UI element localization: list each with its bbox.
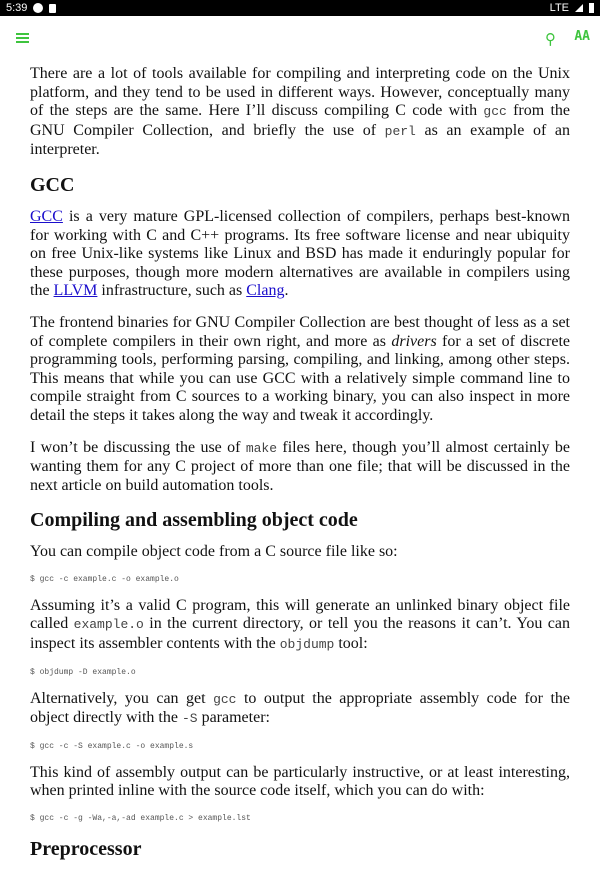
section-heading: Compiling and assembling object code bbox=[30, 509, 358, 532]
text: This kind of assembly output can be particularly instructive, or at least interesting, when printed inline with the source code itself, which you can do with: bbox=[30, 763, 570, 800]
status-bar bbox=[0, 0, 600, 16]
section-heading: GCC bbox=[30, 173, 75, 196]
inline-code: -S bbox=[181, 711, 198, 727]
search-icon[interactable]: ⚲ bbox=[545, 30, 556, 48]
toolbar bbox=[0, 16, 600, 60]
text: for a set of discrete programming tools, performing parsing, compiling, and linking, among other steps. This means that while you can use GCC with a relatively simple command line to compile straight from C sources to a working binary, you can also inspect in more detail the steps it takes along the way and tweak it accordingly. bbox=[30, 332, 570, 424]
paragraph bbox=[30, 764, 570, 801]
sd-card-icon bbox=[49, 4, 56, 13]
text: You can compile object code from a C source file like so: bbox=[30, 543, 398, 561]
signal-icon bbox=[575, 4, 583, 12]
clock: 5:39 bbox=[6, 2, 28, 14]
code-block: $ gcc -c -S example.c -o example.s bbox=[30, 741, 194, 751]
inline-code: gcc bbox=[483, 104, 507, 120]
link[interactable]: GCC bbox=[30, 207, 63, 225]
code-block: $ objdump -D example.o bbox=[30, 667, 136, 677]
paragraph bbox=[30, 597, 570, 655]
inline-code: make bbox=[245, 440, 278, 456]
text: is a very mature GPL-licensed collection of compilers, perhaps best-known for working with C and C++ programs. Its free software license and near ubiquity on free Unix-like systems like Linux and BSD has made it enduringly popular for these purposes, though more modern alternatives are available in compilers using the bbox=[30, 207, 570, 300]
inline-code: objdump bbox=[279, 637, 335, 653]
inline-code: gcc bbox=[213, 691, 237, 707]
code-block: $ gcc -c example.c -o example.o bbox=[30, 574, 179, 584]
text: parameter: bbox=[197, 709, 270, 727]
text: in the current directory, or tell you the reasons it can’t. You can inspect its assembler contents with the bbox=[30, 615, 570, 653]
paragraph bbox=[30, 690, 570, 729]
text: as an example of an interpreter. bbox=[30, 121, 570, 159]
emphasis: drivers bbox=[391, 332, 437, 350]
text: tool: bbox=[334, 635, 368, 653]
text: infrastructure, such as bbox=[97, 282, 247, 300]
section-heading: Preprocessor bbox=[30, 838, 142, 861]
paragraph bbox=[30, 208, 570, 301]
text: Assuming it’s a valid C program, this will generate an unlinked binary object file called bbox=[30, 596, 570, 633]
network-type: LTE bbox=[549, 2, 569, 14]
text: from the GNU Compiler Collection, and briefly the use of bbox=[30, 102, 571, 139]
font-size-icon[interactable]: AA bbox=[574, 29, 590, 44]
paragraph bbox=[30, 439, 570, 496]
paragraph bbox=[30, 65, 570, 160]
text: . bbox=[284, 282, 289, 300]
text: There are a lot of tools available for compiling and interpreting code on the Unix platform, and they tend to be used in different ways. However, conceptually many of the steps are the same. Here I’ll discuss compiling C code with bbox=[30, 65, 570, 120]
inline-code: perl bbox=[384, 123, 416, 139]
notification-icon bbox=[33, 3, 43, 13]
code-block: $ gcc -c -g -Wa,-a,-ad example.c > example.lst bbox=[30, 814, 251, 824]
text: files here, though you’ll almost certainly be wanting them for any C project of more than one file; that will be discussed in the next article on build automation tools. bbox=[30, 438, 571, 494]
text: Alternatively, you can get bbox=[30, 689, 214, 707]
paragraph bbox=[30, 543, 570, 562]
hamburger-icon[interactable] bbox=[16, 33, 29, 45]
article-content bbox=[30, 65, 570, 872]
battery-icon bbox=[589, 3, 594, 13]
text: The frontend binaries for GNU Compiler Collection are best thought of less as a set of complete compilers in their own right, and more as bbox=[30, 313, 570, 350]
link[interactable]: Clang bbox=[246, 282, 285, 300]
inline-code: example.o bbox=[73, 617, 144, 633]
text: I won’t be discussing the use of bbox=[30, 438, 246, 456]
paragraph bbox=[30, 314, 570, 426]
text: to output the appropriate assembly code for the object directly with the bbox=[30, 689, 571, 727]
link[interactable]: LLVM bbox=[53, 282, 98, 300]
